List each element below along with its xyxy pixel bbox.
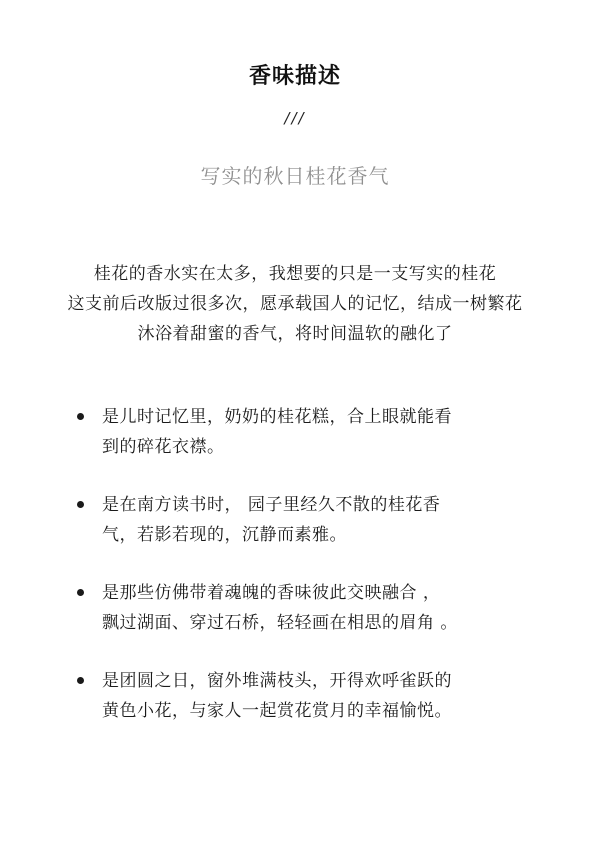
intro-paragraph: [0, 259, 590, 349]
list-item-text: 飘过湖面、穿过石桥，轻轻画在相思的眉角 。: [102, 613, 458, 633]
bullet-dot-icon: [77, 413, 84, 420]
list-item-text: 气，若影若现的，沉静而素雅。: [102, 525, 347, 545]
list-item-text: 是儿时记忆里，奶奶的桂花糕，合上眼就能看: [102, 407, 452, 427]
list-item-text: 是团圆之日，窗外堆满枝头，开得欢呼雀跃的: [102, 671, 452, 691]
list-item: [70, 490, 540, 578]
bullet-list: [70, 402, 540, 754]
intro-line: 沐浴着甜蜜的香气，将时间温软的融化了: [137, 324, 453, 344]
intro-line: 这支前后改版过很多次，愿承载国人的记忆，结成一树繁花: [67, 294, 523, 314]
intro-line: 桂花的香水实在太多，我想要的只是一支写实的桂花: [93, 264, 497, 284]
list-item-text: 到的碎花衣襟。: [102, 437, 225, 457]
list-item: [70, 578, 540, 666]
bullet-dot-icon: [77, 589, 84, 596]
list-item: [70, 402, 540, 490]
list-item-text: 是在南方读书时， 园子里经久不散的桂花香: [102, 495, 441, 515]
title-divider: ///: [284, 109, 306, 127]
page-title: 香味描述: [248, 64, 341, 89]
list-item-text: 是那些仿佛带着魂魄的香味彼此交映融合 ，: [102, 583, 441, 603]
bullet-dot-icon: [77, 677, 84, 684]
list-item-text: 黄色小花，与家人一起赏花赏月的幸福愉悦。: [102, 701, 452, 721]
bullet-dot-icon: [77, 501, 84, 508]
page-subtitle: 写实的秋日桂花香气: [200, 164, 390, 188]
list-item: [70, 666, 540, 754]
